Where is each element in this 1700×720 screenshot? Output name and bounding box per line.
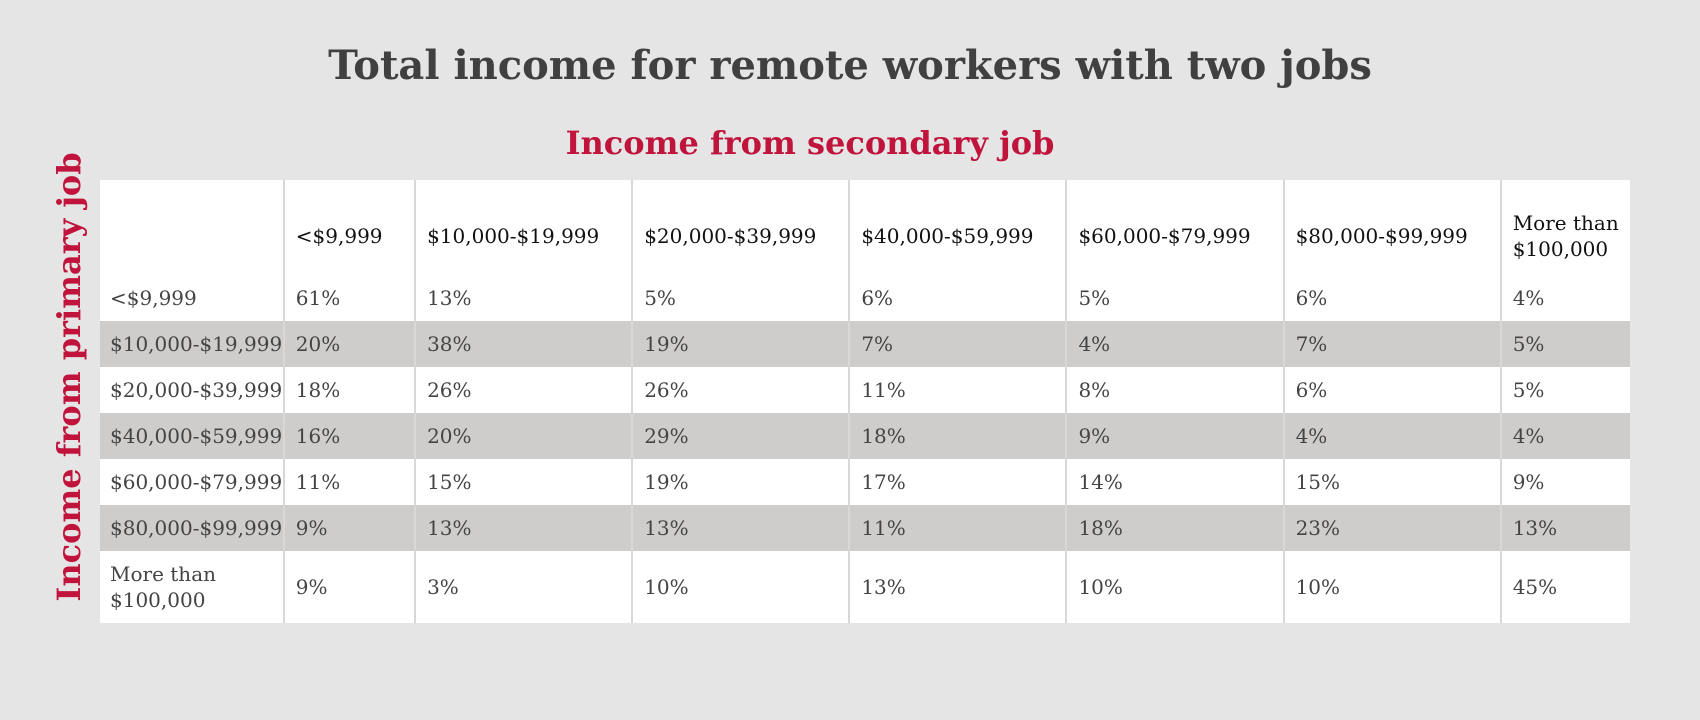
table-cell: 26%: [415, 367, 632, 413]
table-cell: 23%: [1284, 505, 1501, 551]
column-header-label: $60,000-$79,999: [1078, 224, 1251, 248]
table-body: [100, 275, 1630, 623]
table-row: [100, 551, 1630, 623]
table-cell: 16%: [284, 413, 415, 459]
row-header: $20,000-$39,999: [110, 378, 283, 402]
table-cell: 9%: [284, 505, 415, 551]
chart-title: Total income for remote workers with two jobs: [328, 42, 1372, 89]
table-cell: 6%: [849, 275, 1066, 321]
table-cell: 18%: [1066, 505, 1283, 551]
column-header-label: <$9,999: [295, 224, 383, 248]
table-cell: 8%: [1066, 367, 1283, 413]
column-header: [849, 180, 1066, 275]
table-cell: 20%: [415, 413, 632, 459]
corner-cell: [100, 180, 284, 275]
table-cell: 4%: [1066, 321, 1283, 367]
column-header: [284, 180, 415, 275]
table-cell: 3%: [415, 551, 632, 623]
row-header: $60,000-$79,999: [110, 470, 283, 494]
table-cell: 6%: [1284, 275, 1501, 321]
row-header: $40,000-$59,999: [110, 424, 283, 448]
table-cell: 7%: [849, 321, 1066, 367]
table-cell: 6%: [1284, 367, 1501, 413]
table-cell: 5%: [632, 275, 849, 321]
row-header: $10,000-$19,999: [110, 332, 283, 356]
column-header-label: $10,000-$19,999: [427, 224, 600, 248]
table-cell: 14%: [1066, 459, 1283, 505]
row-header: <$9,999: [110, 286, 197, 310]
table-row: [100, 459, 1630, 505]
table-cell: 10%: [632, 551, 849, 623]
table-cell: 4%: [1284, 413, 1501, 459]
table-cell: 61%: [284, 275, 415, 321]
table-cell: 18%: [849, 413, 1066, 459]
table-cell: 5%: [1501, 367, 1630, 413]
table-cell: 38%: [415, 321, 632, 367]
table-row: [100, 413, 1630, 459]
column-header: [1284, 180, 1501, 275]
table-cell: 26%: [632, 367, 849, 413]
header-row: [100, 180, 1630, 275]
table-cell: 13%: [632, 505, 849, 551]
table-cell: 13%: [415, 505, 632, 551]
table-cell: 10%: [1284, 551, 1501, 623]
column-header-label: More than $100,000: [1512, 211, 1619, 261]
table-cell: 19%: [632, 321, 849, 367]
table-cell: 11%: [849, 505, 1066, 551]
row-header: $80,000-$99,999: [110, 516, 283, 540]
table-cell: 11%: [284, 459, 415, 505]
table-cell: 7%: [1284, 321, 1501, 367]
column-header-label: $80,000-$99,999: [1295, 224, 1468, 248]
table-row: [100, 275, 1630, 321]
column-header: [1501, 180, 1630, 275]
income-table: [100, 180, 1630, 623]
row-header: More than $100,000: [110, 562, 216, 612]
table-cell: 19%: [632, 459, 849, 505]
table-cell: 29%: [632, 413, 849, 459]
table-cell: 4%: [1501, 413, 1630, 459]
table-cell: 13%: [849, 551, 1066, 623]
table-row: [100, 505, 1630, 551]
table-cell: 9%: [1501, 459, 1630, 505]
table-cell: 5%: [1501, 321, 1630, 367]
table-cell: 11%: [849, 367, 1066, 413]
column-header: [1066, 180, 1283, 275]
table-cell: 13%: [415, 275, 632, 321]
table-cell: 45%: [1501, 551, 1630, 623]
table-cell: 13%: [1501, 505, 1630, 551]
table-cell: 18%: [284, 367, 415, 413]
column-header-label: $20,000-$39,999: [644, 224, 817, 248]
table-cell: 9%: [1066, 413, 1283, 459]
table-cell: 4%: [1501, 275, 1630, 321]
table-cell: 20%: [284, 321, 415, 367]
table-cell: 9%: [284, 551, 415, 623]
table-cell: 15%: [415, 459, 632, 505]
table-cell: 5%: [1066, 275, 1283, 321]
table-cell: 17%: [849, 459, 1066, 505]
column-header-label: $40,000-$59,999: [861, 224, 1034, 248]
table-row: [100, 367, 1630, 413]
column-header: [632, 180, 849, 275]
income-table-container: [100, 180, 1619, 630]
table-cell: 15%: [1284, 459, 1501, 505]
table-cell: 10%: [1066, 551, 1283, 623]
column-axis-label: Income from secondary job: [565, 124, 1055, 162]
table-row: [100, 321, 1630, 367]
column-header: [415, 180, 632, 275]
row-axis-label: Income from primary job: [50, 152, 88, 602]
